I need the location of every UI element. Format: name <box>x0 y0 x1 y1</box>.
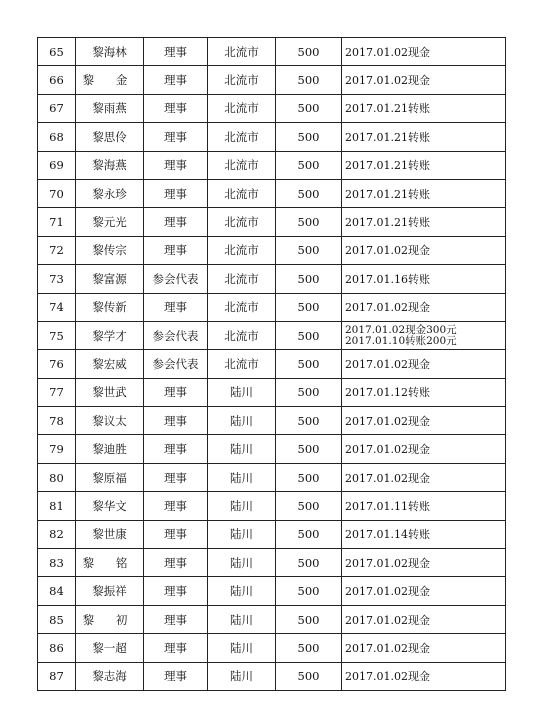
row-number-cell: 67 <box>38 94 76 122</box>
region-cell: 北流市 <box>208 293 276 321</box>
payment-note-line: 2017.01.10转账200元 <box>345 334 457 347</box>
table-row <box>38 435 506 463</box>
payment-note-cell: 2017.01.02现金 <box>342 236 506 264</box>
amount-cell: 500 <box>276 520 342 548</box>
table-row <box>38 123 506 151</box>
table-row <box>38 94 506 122</box>
payment-note-cell: 2017.01.21转账 <box>342 179 506 207</box>
donation-table <box>37 37 506 691</box>
row-number-cell: 80 <box>38 463 76 491</box>
payment-note-cell: 2017.01.02现金 <box>342 549 506 577</box>
amount-cell: 500 <box>276 151 342 179</box>
amount-cell: 500 <box>276 435 342 463</box>
member-name-cell: 黎华文 <box>76 492 144 520</box>
role-cell: 理事 <box>144 549 208 577</box>
region-cell: 北流市 <box>208 94 276 122</box>
row-number-cell: 66 <box>38 66 76 94</box>
role-cell: 理事 <box>144 492 208 520</box>
region-cell: 北流市 <box>208 321 276 349</box>
payment-note-cell: 2017.01.11转账 <box>342 492 506 520</box>
row-number-cell: 87 <box>38 662 76 690</box>
amount-cell: 500 <box>276 350 342 378</box>
member-name-cell: 黎 初 <box>76 605 144 633</box>
role-cell: 理事 <box>144 94 208 122</box>
role-cell: 理事 <box>144 520 208 548</box>
region-cell: 陆川 <box>208 605 276 633</box>
member-name-cell: 黎世康 <box>76 520 144 548</box>
row-number-cell: 68 <box>38 123 76 151</box>
payment-note-cell: 2017.01.21转账 <box>342 208 506 236</box>
role-cell: 理事 <box>144 236 208 264</box>
region-cell: 陆川 <box>208 662 276 690</box>
member-name-cell: 黎 铭 <box>76 549 144 577</box>
region-cell: 北流市 <box>208 123 276 151</box>
member-name-cell: 黎振祥 <box>76 577 144 605</box>
table-row <box>38 151 506 179</box>
row-number-cell: 76 <box>38 350 76 378</box>
role-cell: 参会代表 <box>144 265 208 293</box>
amount-cell: 500 <box>276 605 342 633</box>
role-cell: 理事 <box>144 662 208 690</box>
region-cell: 陆川 <box>208 463 276 491</box>
payment-note-cell: 2017.01.02现金 <box>342 293 506 321</box>
member-name-cell: 黎富源 <box>76 265 144 293</box>
member-name-cell: 黎宏威 <box>76 350 144 378</box>
row-number-cell: 81 <box>38 492 76 520</box>
role-cell: 理事 <box>144 208 208 236</box>
region-cell: 北流市 <box>208 208 276 236</box>
amount-cell: 500 <box>276 123 342 151</box>
region-cell: 北流市 <box>208 265 276 293</box>
region-cell: 陆川 <box>208 520 276 548</box>
payment-note-line: 2017.01.02现金300元 <box>345 323 457 336</box>
member-name-cell: 黎思伶 <box>76 123 144 151</box>
table-row <box>38 407 506 435</box>
table-row <box>38 66 506 94</box>
role-cell: 理事 <box>144 151 208 179</box>
amount-cell: 500 <box>276 208 342 236</box>
payment-note-cell: 2017.01.02现金 <box>342 463 506 491</box>
amount-cell: 500 <box>276 265 342 293</box>
row-number-cell: 77 <box>38 378 76 406</box>
amount-cell: 500 <box>276 577 342 605</box>
region-cell: 陆川 <box>208 435 276 463</box>
row-number-cell: 85 <box>38 605 76 633</box>
payment-note-cell: 2017.01.02现金 <box>342 435 506 463</box>
region-cell: 北流市 <box>208 179 276 207</box>
region-cell: 北流市 <box>208 66 276 94</box>
amount-cell: 500 <box>276 492 342 520</box>
row-number-cell: 78 <box>38 407 76 435</box>
row-number-cell: 69 <box>38 151 76 179</box>
member-name-cell: 黎元光 <box>76 208 144 236</box>
table-row <box>38 634 506 662</box>
payment-note-cell: 2017.01.02现金 <box>342 38 506 66</box>
role-cell: 理事 <box>144 634 208 662</box>
amount-cell: 500 <box>276 321 342 349</box>
member-name-cell: 黎志海 <box>76 662 144 690</box>
table-row <box>38 520 506 548</box>
payment-note-cell <box>342 321 506 349</box>
amount-cell: 500 <box>276 378 342 406</box>
region-cell: 陆川 <box>208 634 276 662</box>
amount-cell: 500 <box>276 407 342 435</box>
region-cell: 北流市 <box>208 151 276 179</box>
region-cell: 陆川 <box>208 549 276 577</box>
payment-note-cell: 2017.01.02现金 <box>342 634 506 662</box>
row-number-cell: 84 <box>38 577 76 605</box>
row-number-cell: 86 <box>38 634 76 662</box>
region-cell: 陆川 <box>208 378 276 406</box>
amount-cell: 500 <box>276 38 342 66</box>
table-row <box>38 38 506 66</box>
payment-note-cell: 2017.01.02现金 <box>342 66 506 94</box>
region-cell: 北流市 <box>208 38 276 66</box>
role-cell: 参会代表 <box>144 321 208 349</box>
amount-cell: 500 <box>276 66 342 94</box>
role-cell: 理事 <box>144 123 208 151</box>
amount-cell: 500 <box>276 94 342 122</box>
amount-cell: 500 <box>276 662 342 690</box>
member-name-cell: 黎传宗 <box>76 236 144 264</box>
role-cell: 理事 <box>144 38 208 66</box>
row-number-cell: 70 <box>38 179 76 207</box>
amount-cell: 500 <box>276 634 342 662</box>
row-number-cell: 73 <box>38 265 76 293</box>
role-cell: 理事 <box>144 293 208 321</box>
amount-cell: 500 <box>276 293 342 321</box>
payment-note-cell: 2017.01.21转账 <box>342 123 506 151</box>
table-row <box>38 492 506 520</box>
member-name-cell: 黎海燕 <box>76 151 144 179</box>
role-cell: 理事 <box>144 463 208 491</box>
table-row <box>38 378 506 406</box>
region-cell: 北流市 <box>208 236 276 264</box>
payment-note-cell: 2017.01.21转账 <box>342 151 506 179</box>
member-name-cell: 黎世武 <box>76 378 144 406</box>
role-cell: 理事 <box>144 407 208 435</box>
member-name-cell: 黎传新 <box>76 293 144 321</box>
role-cell: 理事 <box>144 179 208 207</box>
role-cell: 参会代表 <box>144 350 208 378</box>
amount-cell: 500 <box>276 463 342 491</box>
member-name-cell: 黎海林 <box>76 38 144 66</box>
member-name-cell: 黎 金 <box>76 66 144 94</box>
member-name-cell: 黎迪胜 <box>76 435 144 463</box>
row-number-cell: 72 <box>38 236 76 264</box>
payment-note-cell: 2017.01.02现金 <box>342 407 506 435</box>
role-cell: 理事 <box>144 605 208 633</box>
table-row <box>38 179 506 207</box>
payment-note-cell: 2017.01.02现金 <box>342 350 506 378</box>
payment-note-cell: 2017.01.21转账 <box>342 94 506 122</box>
row-number-cell: 82 <box>38 520 76 548</box>
role-cell: 理事 <box>144 577 208 605</box>
table-row <box>38 265 506 293</box>
row-number-cell: 74 <box>38 293 76 321</box>
member-name-cell: 黎议太 <box>76 407 144 435</box>
member-name-cell: 黎原福 <box>76 463 144 491</box>
role-cell: 理事 <box>144 66 208 94</box>
table-row <box>38 293 506 321</box>
row-number-cell: 75 <box>38 321 76 349</box>
table-row <box>38 350 506 378</box>
row-number-cell: 79 <box>38 435 76 463</box>
table-body <box>38 38 506 691</box>
region-cell: 北流市 <box>208 350 276 378</box>
payment-note-cell: 2017.01.02现金 <box>342 577 506 605</box>
row-number-cell: 71 <box>38 208 76 236</box>
row-number-cell: 83 <box>38 549 76 577</box>
table-row <box>38 208 506 236</box>
member-name-cell: 黎雨燕 <box>76 94 144 122</box>
member-name-cell: 黎永珍 <box>76 179 144 207</box>
payment-note-cell: 2017.01.12转账 <box>342 378 506 406</box>
table-row <box>38 463 506 491</box>
table-row <box>38 605 506 633</box>
payment-note-cell: 2017.01.02现金 <box>342 605 506 633</box>
member-name-cell: 黎一超 <box>76 634 144 662</box>
payment-note-cell: 2017.01.16转账 <box>342 265 506 293</box>
table-row <box>38 549 506 577</box>
region-cell: 陆川 <box>208 577 276 605</box>
amount-cell: 500 <box>276 236 342 264</box>
table-row <box>38 577 506 605</box>
payment-note-cell: 2017.01.02现金 <box>342 662 506 690</box>
region-cell: 陆川 <box>208 492 276 520</box>
amount-cell: 500 <box>276 179 342 207</box>
payment-note-cell: 2017.01.14转账 <box>342 520 506 548</box>
member-name-cell: 黎学才 <box>76 321 144 349</box>
amount-cell: 500 <box>276 549 342 577</box>
row-number-cell: 65 <box>38 38 76 66</box>
table-row <box>38 321 506 349</box>
role-cell: 理事 <box>144 435 208 463</box>
region-cell: 陆川 <box>208 407 276 435</box>
table-row <box>38 236 506 264</box>
role-cell: 理事 <box>144 378 208 406</box>
table-row <box>38 662 506 690</box>
